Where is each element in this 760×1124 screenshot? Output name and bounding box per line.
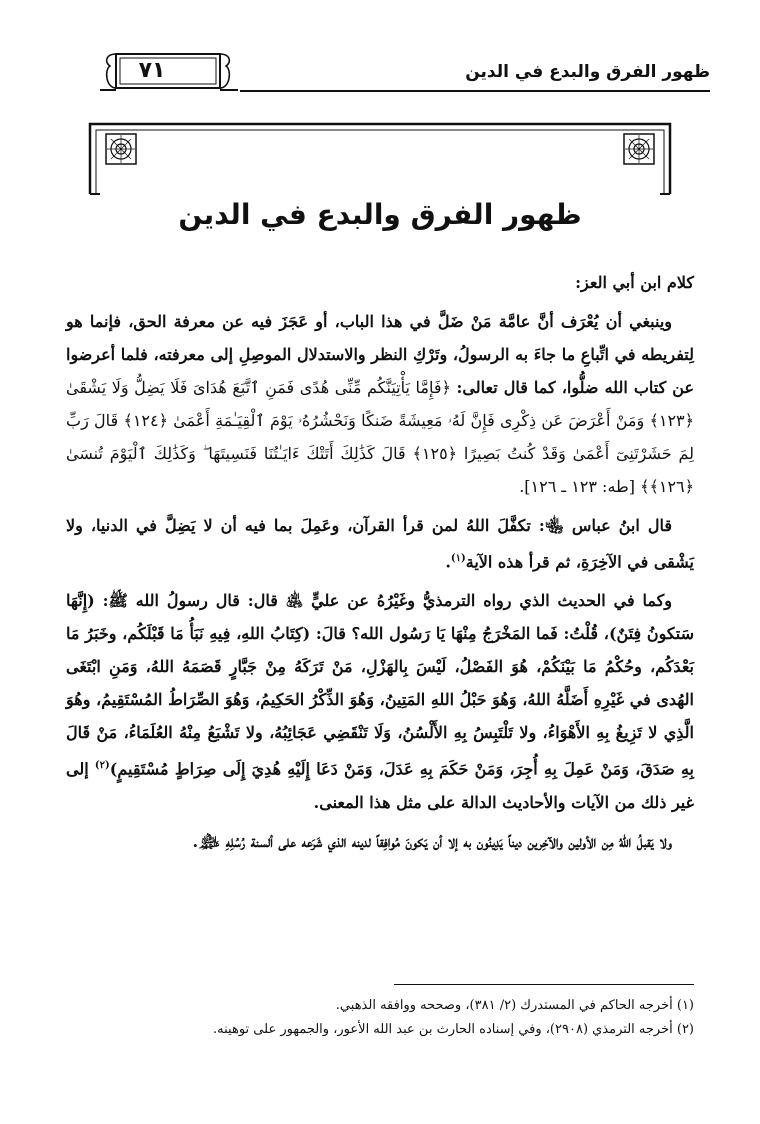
hadith-text: (إِنَّهَا سَتكونُ فِتَنٌ)، قُلْتُ: فَما المَخْرَجُ مِنْهَا يَا رَسُول الله؟ قالَ: (كِتَابُ اللهِ، فِيهِ نَبَأُ مَا قَبْلَكُم، وخَبَرُ مَا بَعْدَكُم، وحُكْمُ مَا بَيْنَكُمْ، هُوَ الفَصْلُ، لَيْسَ بِالهَزْلِ، مَنْ تَرَكَهُ مِنْ جَبَّارٍ قَصَمَهُ اللهُ، وَمَنِ ابْتَغَى الهُدى في غَيْرِهِ أَضَلَّهُ اللهُ، وَهُوَ حَبْلُ اللهِ المَتِينُ، وَهُوَ الذِّكْرُ الحَكِيمُ، وَهُوَ الصِّرَاطُ المُسْتَقِيمُ، وهُوَ الَّذِي لا تَزِيغُ بِهِ الأَهْوَاءُ، ولا تَلْتَبِسُ بِهِ الأَلْسُنُ، وَلَا تَنْقَضِي عَجَائِبُهُ، ولا تَشْبَعُ مِنْهُ العُلَمَاءُ، مَنْ قَالَ بِهِ صَدَقَ، وَمَنْ عَمِلَ بِهِ أُجِرَ، وَمَنْ حَكَمَ بِهِ عَدَلَ، وَمَنْ دَعَا إِلَيْهِ هُدِيَ إِلَى صِرَاطٍ مُسْتَقِيمٍ) bbox=[66, 591, 695, 779]
left-ornament-icon bbox=[104, 132, 138, 166]
paragraph-2-text: قال ابنُ عباس ﵄: تكفَّلَ اللهُ لمن قرأ القرآن، وعَمِلَ بما فيه أن لا يَضِلَّ في الدنيا، ولا يَشْقى في الآخِرَةِ، ثم قرأ هذه الآية bbox=[66, 516, 694, 572]
paragraph-3-conclusion: إلى غير ذلك من الآيات والأحاديث الدالة على مثل هذا المعنى. bbox=[66, 759, 694, 812]
paragraph-4: ولا يَقبلُ اللهُ مِن الأولين والآخِرين ديناً يَدِينُون به إلا أن يَكونَ مُوافِقاً لدينه الذي شَرَعه على ألسنة رُسُلِهِ ﵈. bbox=[192, 831, 672, 851]
running-header bbox=[70, 50, 710, 100]
running-title: ظهور الفرق والبدع في الدين bbox=[465, 62, 710, 82]
quran-verse: ﴿فَإِمَّا يَأْتِيَنَّكُم مِّنِّى هُدًى فَمَنِ ٱتَّبَعَ هُدَاىَ فَلَا يَضِلُّ وَلَا يَشْقَىٰ ﴿١٢٣﴾ وَمَنْ أَعْرَضَ عَن ذِكْرِى فَإِنَّ لَهُۥ مَعِيشَةً ضَنكًا وَنَحْشُرُهُۥ يَوْمَ ٱلْقِيَـٰمَةِ أَعْمَىٰ ﴿١٢٤﴾ قَالَ رَبِّ لِمَ حَشَرْتَنِىٓ أَعْمَىٰ وَقَدْ كُنتُ بَصِيرًا ﴿١٢٥﴾ قَالَ كَذَٰلِكَ أَتَتْكَ ءَايَـٰتُنَا فَنَسِيتَهَا ۖ وَكَذَٰلِكَ ٱلْيَوْمَ تُنسَىٰ ﴿١٢٦﴾﴾ bbox=[66, 378, 695, 496]
chapter-title: ظهور الفرق والبدع في الدين bbox=[178, 198, 582, 231]
paragraph-1 bbox=[66, 305, 694, 503]
paragraph-2: قال ابنُ عباس ﵄: تكفَّلَ اللهُ لمن قرأ القرآن، وعَمِلَ بما فيه أن لا يَضِلَّ في الدنيا، ولا يَشْقى في الآخِرَةِ، ثم قرأ هذه الآية$^{(١)}$. bbox=[66, 516, 694, 572]
paragraph-3-intro: وكما في الحديث الذي رواه الترمذيُّ وغَيْرُهُ عن عليٍّ ﵁ قال: قال رسولُ الله ﷺ: bbox=[102, 591, 672, 611]
title-ornamental-frame bbox=[88, 122, 672, 196]
speaker-heading: كلام ابن أبي العز: bbox=[575, 273, 694, 292]
quran-reference: [طه: ١٢٣ ـ ١٢٦]. bbox=[519, 477, 635, 496]
footnotes bbox=[66, 994, 694, 1042]
right-ornament-icon bbox=[622, 132, 656, 166]
footnote-2: (٢) أخرجه الترمذي (٢٩٠٨)، وفي إسناده الحارث بن عبد الله الأعور، والجمهور على توهينه. bbox=[213, 1022, 694, 1037]
paragraph-3 bbox=[66, 584, 694, 818]
footnote-marker-1[interactable]: (١) bbox=[450, 553, 466, 564]
body-text bbox=[66, 266, 694, 864]
footnote-marker-2[interactable]: (٢) bbox=[94, 760, 110, 772]
paragraph-1-text: وينبغي أن يُعْرَف أنَّ عامَّة مَنْ ضَلَّ في هذا الباب، أو عَجَزَ فيه عن معرفة الحق، فإنما هو لِتفريطه في اتِّباعِ ما جاءَ به الرسولُ، وتَرْكِ النظر والاستدلال الموصِلِ إلى معرفته، فلما أعرضوا عن كتاب الله ضلُّوا، كما قال تعالى: bbox=[66, 312, 695, 397]
header-rule bbox=[240, 90, 710, 92]
page-number: ٧١ bbox=[138, 58, 166, 83]
footnote-rule bbox=[394, 984, 694, 985]
footnote-1: (١) أخرجه الحاكم في المستدرك (٢/ ٣٨١)، وصححه ووافقه الذهبي. bbox=[335, 998, 694, 1013]
